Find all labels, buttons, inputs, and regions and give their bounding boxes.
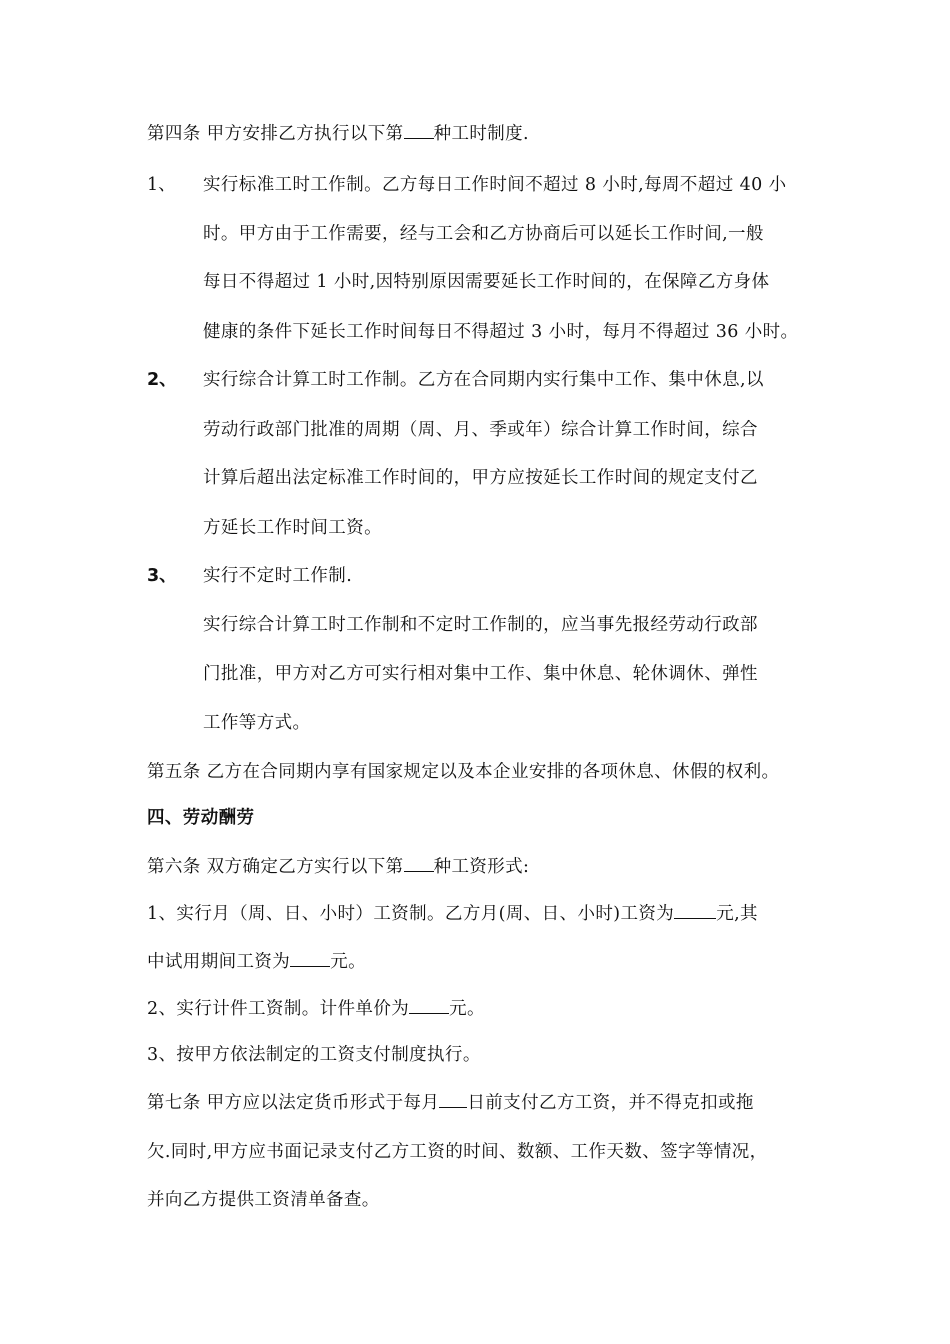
article7-line2: 欠.同时,甲方应书面记录支付乙方工资的时间、数额、工作天数、签字等情况，: [147, 1142, 768, 1162]
article7-line3: 并向乙方提供工资清单备查。: [147, 1190, 380, 1210]
article6-heading: 第六条 双方确定乙方实行以下第 种工资形式:: [147, 857, 530, 877]
article6-item3: 3、按甲方依法制定的工资支付制度执行。: [147, 1045, 481, 1065]
item2-line1: 实行综合计算工时工作制。乙方在合同期内实行集中工作、集中休息,以: [203, 370, 764, 390]
item1-line4: 健康的条件下延长工作时间每日不得超过 3 小时，每月不得超过 36 小时。: [203, 322, 799, 342]
note-line2: 门批准，甲方对乙方可实行相对集中工作、集中休息、轮休调休、弹性: [203, 664, 758, 684]
article4-heading: 第四条 甲方安排乙方执行以下第 种工时制度.: [147, 124, 530, 144]
item2-line3: 计算后超出法定标准工作时间的，甲方应按延长工作时间的规定支付乙: [203, 468, 758, 488]
section-title: 四、劳动酬劳: [147, 808, 255, 828]
article5: 第五条 乙方在合同期内享有国家规定以及本企业安排的各项休息、休假的权利。: [147, 762, 780, 782]
blank-field: [290, 950, 330, 967]
blank-field: [404, 122, 434, 139]
article6-item1-line1: 1、实行月（周、日、小时）工资制。乙方月(周、日、小时)工资为 元,其: [147, 904, 758, 924]
item1-number: 1、: [147, 175, 176, 195]
item3-line1: 实行不定时工作制.: [203, 566, 353, 586]
item2-number: 2、: [147, 370, 177, 390]
blank-field: [439, 1091, 467, 1108]
article7-line1: 第七条 甲方应以法定货币形式于每月 日前支付乙方工资，并不得克扣或拖: [147, 1093, 754, 1113]
item1-line3: 每日不得超过 1 小时,因特别原因需要延长工作时间的，在保障乙方身体: [203, 272, 770, 292]
blank-field: [674, 902, 716, 919]
item1-line2: 时。甲方由于工作需要，经与工会和乙方协商后可以延长工作时间,一般: [203, 224, 764, 244]
item3-number: 3、: [147, 566, 177, 586]
blank-field: [409, 997, 449, 1014]
item2-line4: 方延长工作时间工资。: [203, 518, 382, 538]
article6-item2: 2、实行计件工资制。计件单价为 元。: [147, 999, 485, 1019]
note-line3: 工作等方式。: [203, 713, 311, 733]
item2-line2: 劳动行政部门批准的周期（周、月、季或年）综合计算工作时间，综合: [203, 420, 758, 440]
note-line1: 实行综合计算工时工作制和不定时工作制的，应当事先报经劳动行政部: [203, 615, 758, 635]
blank-field: [404, 855, 434, 872]
item1-line1: 实行标准工时工作制。乙方每日工作时间不超过 8 小时,每周不超过 40 小: [203, 175, 787, 195]
article6-item1-line2: 中试用期间工资为 元。: [147, 952, 367, 972]
